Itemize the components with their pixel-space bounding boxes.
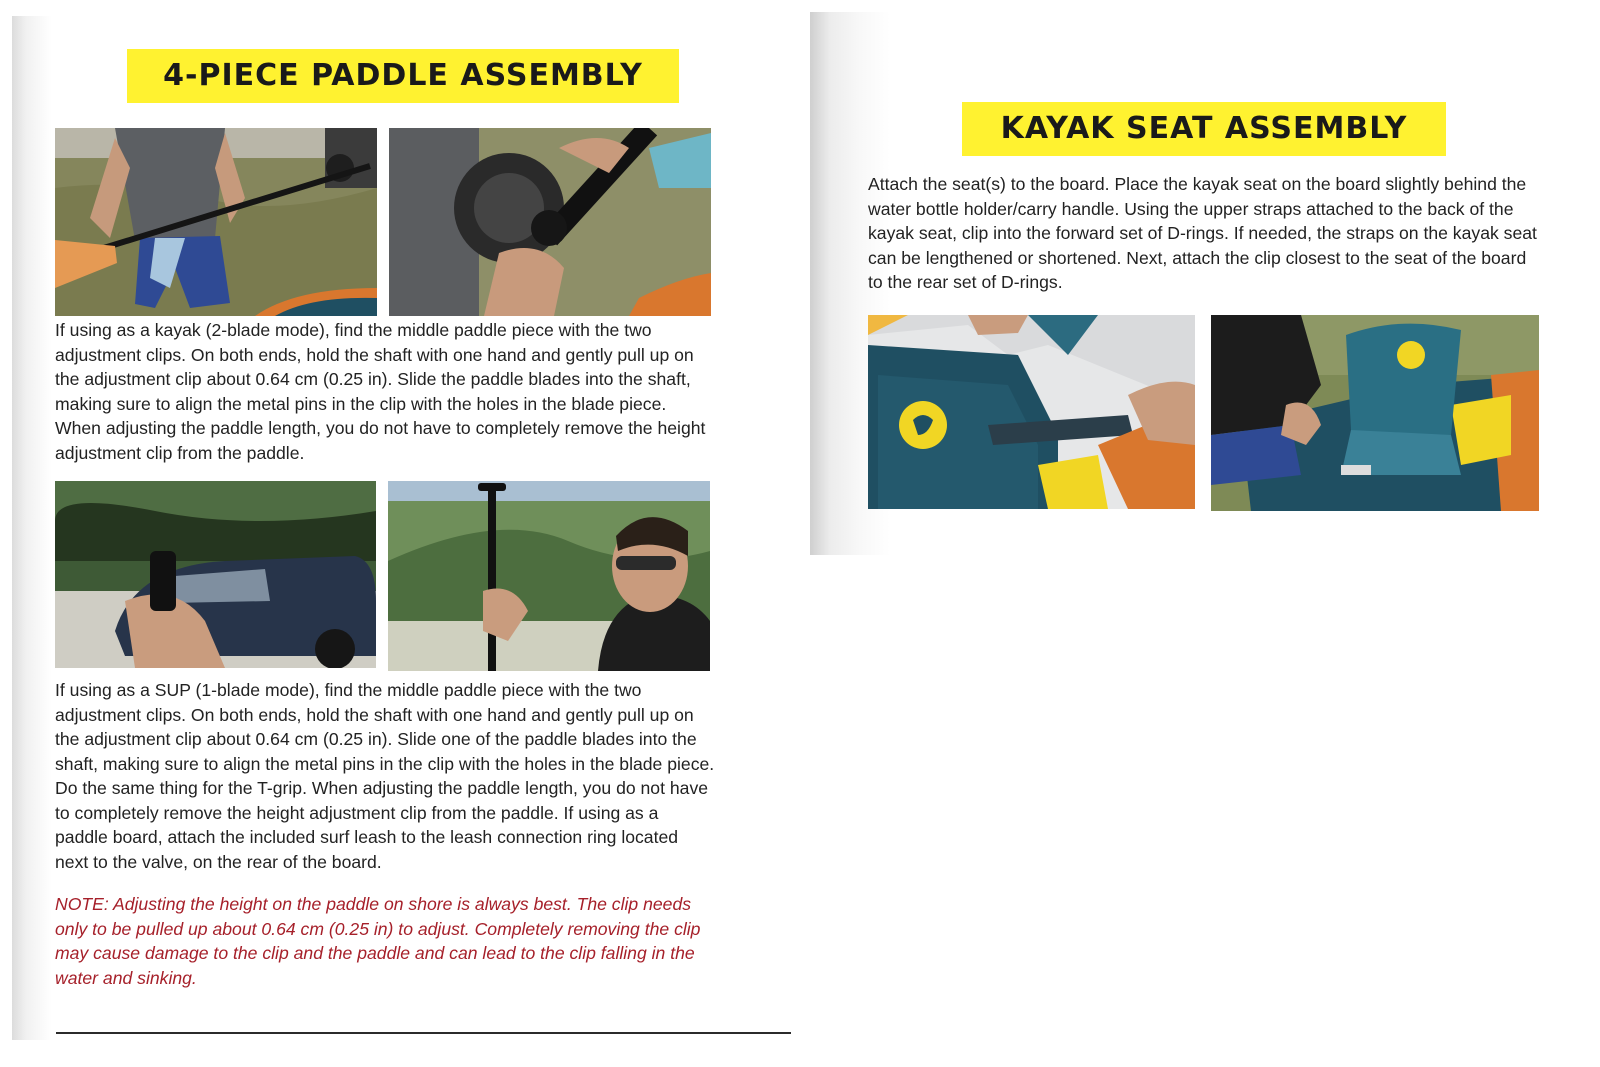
- adjustment-note: NOTE: Adjusting the height on the paddle on shore is always best. The clip needs only to be pulled up about 0.64 cm (0.25 in) to adjust. Completely removing the clip may cause damage to the clip and the paddle and can lead to the clip falling in the water and sinking.: [55, 894, 701, 988]
- kayak-seat-installed-photo: [1211, 315, 1539, 511]
- right-manual-page: [810, 12, 1600, 555]
- page-bottom-rule: [56, 1032, 791, 1034]
- seat-strap-clip-photo: [868, 315, 1195, 509]
- person-holding-paddle-photo: [55, 128, 377, 316]
- sup-mode-instructions: If using as a SUP (1-blade mode), find the middle paddle piece with the two adjustment clips. On both ends, hold the shaft with one hand and gently pull up on the adjustment clip about 0.64 cm (0.25 in). Slide one of the paddle blades into the shaft, making sure to align the metal pins in the clip with the holes in the blade piece. Do the same thing for the T-grip. When adjusting the paddle length, you do not have to completely remove the height adjustment clip from the paddle. If using as a paddle board, attach the included surf leash to the leash connection ring located next to the valve, on the rear of the board.: [55, 680, 715, 872]
- paddle-assembly-heading: 4-PIECE PADDLE ASSEMBLY: [127, 49, 679, 103]
- paddle-shaft-by-car-photo: [55, 481, 376, 668]
- man-holding-tgrip-paddle-photo: [388, 481, 710, 671]
- kayak-seat-instructions: Attach the seat(s) to the board. Place the kayak seat on the board slightly behind the water bottle holder/carry handle. Using the upper straps attached to the back of the kayak seat, clip into the forward set of D-rings. If needed, the straps on the kayak seat can be lengthened or shortened. Next, attach the clip closest to the seat of the board to the rear set of D-rings.: [868, 174, 1537, 292]
- kayak-mode-instructions: If using as a kayak (2-blade mode), find the middle paddle piece with the two adjustment clips. On both ends, hold the shaft with one hand and gently pull up on the adjustment clip about 0.64 cm (0.25 in). Slide the paddle blades into the shaft, making sure to align the metal pins in the clip with the holes in the blade piece. When adjusting the paddle length, you do not have to completely remove the height adjustment clip from the paddle.: [55, 320, 706, 463]
- paddle-clip-closeup-photo: [389, 128, 711, 316]
- kayak-seat-assembly-heading: KAYAK SEAT ASSEMBLY: [962, 102, 1446, 156]
- left-manual-page: [12, 16, 812, 1040]
